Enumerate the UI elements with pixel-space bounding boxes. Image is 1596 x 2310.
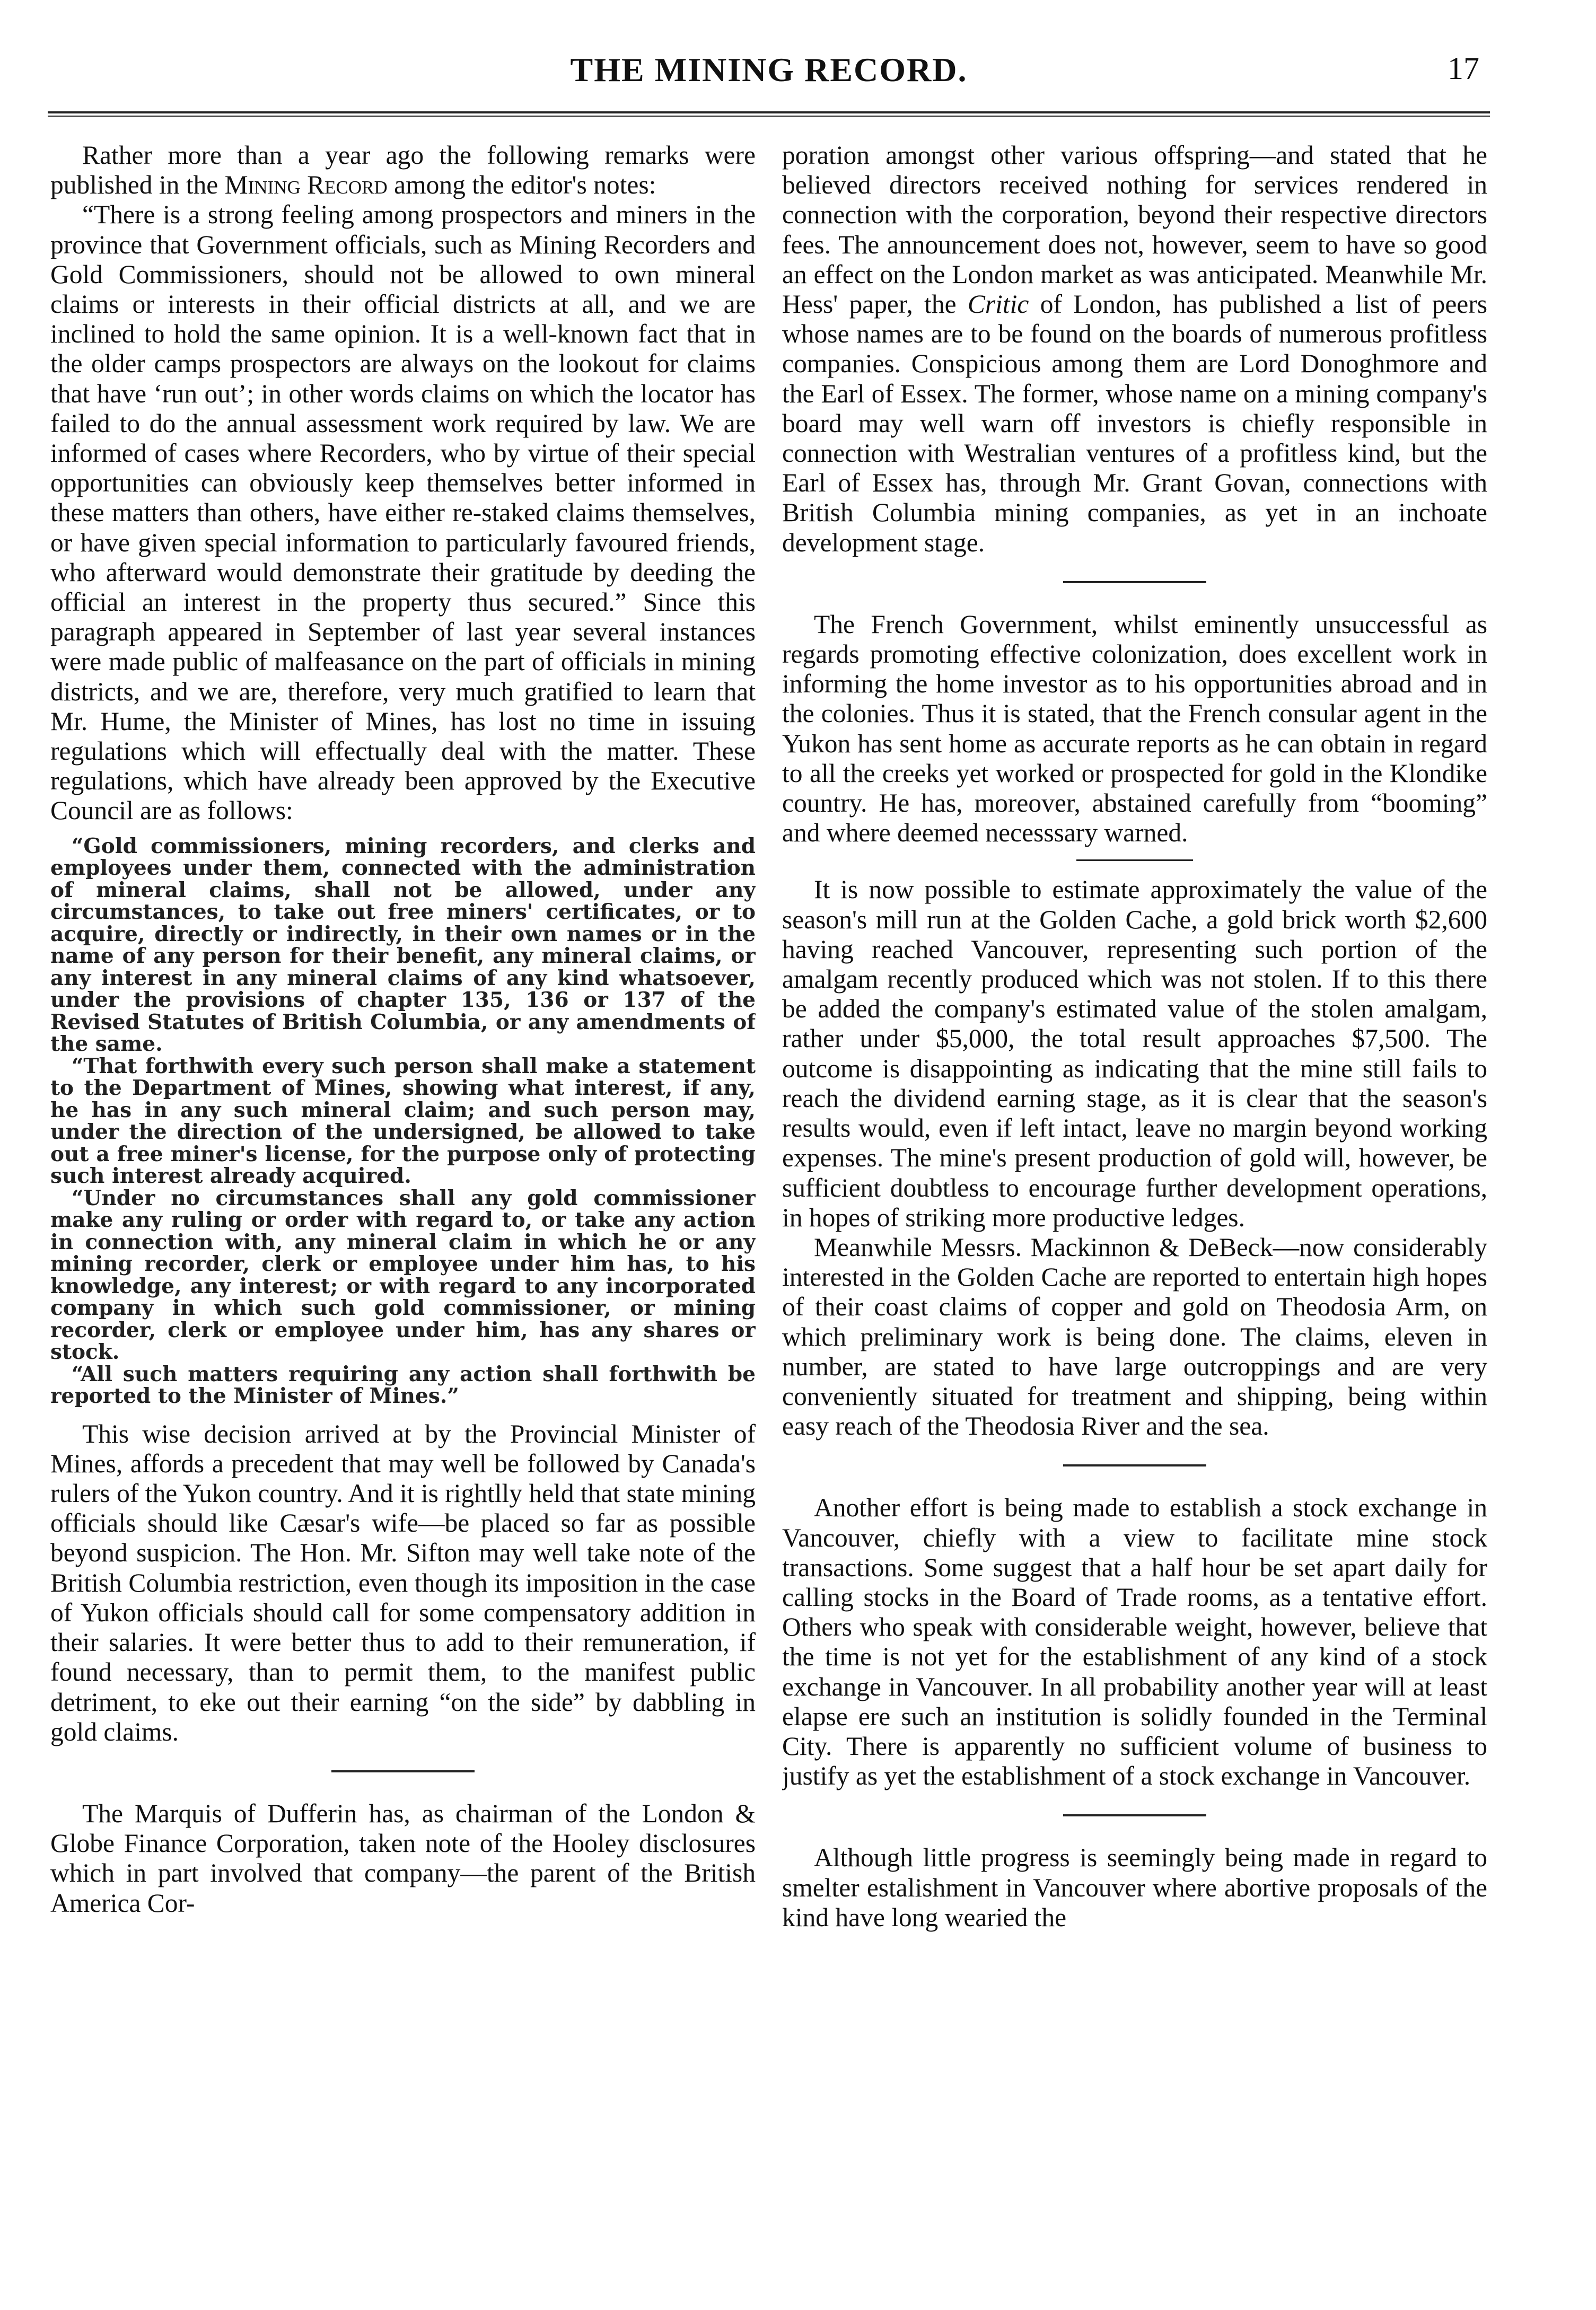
paragraph-mackinnon: Meanwhile Messrs. Mackinnon & DeBeck—now considerably interested in the Golden Cache are reported to entertain high hopes of their coast claims of copper and gold on Theodosia Arm, on which preliminary work is being done. The claims, eleven in number, are stated to have large outcroppings and are very conveniently situated for treatment and shipping, being within easy reach of the Theodosia River and the sea. <box>782 1232 1487 1441</box>
critic-title: Critic <box>967 289 1029 319</box>
section-divider <box>1063 1814 1206 1816</box>
paragraph-stock-exchange: Another effort is being made to establish a stock exchange in Vancouver, chiefly with a view to facilitate mine stock transactions. Some suggest that a half hour be set apart daily for calling stocks in the Board of Trade rooms, as a tentative effort. Others who speak with considerable weight, however, believe that the time is not yet for the establishment of any kind of a stock exchange in Vancouver. In all probability another year will at least elapse ere such an institution is solidly founded in the Terminal City. There is apparently no sufficient volume of business to justify as yet the establishment of a stock exchange in Vancouver. <box>782 1493 1487 1791</box>
regulation-1: “Gold commissioners, mining recorders, and clerks and employees under them, connected with the administration of mineral claims, shall not be allowed, under any circumstances, to take out free miners' certificates, or to acquire, directly or indirectly, in their own names or in the name of any person for their benefit, any mineral claims, or any interest in any mineral claims of any kind whatsoever, under the provisions of chapter 135, 136 or 137 of the Revised Statutes of British Columbia, or any amendments of the same. <box>50 833 756 1057</box>
regulation-3: “Under no circumstances shall any gold commissioner make any ruling or order with regard to, or take any action in connection with, any mineral claim in which he or any mining recorder, clerk or employee under him has, to his knowledge, any interest; or with regard to any incorporated company in which such gold commissioner, or mining recorder, clerk or employee under him, has any shares or stock. <box>50 1185 756 1365</box>
regulation-4: “All such matters requiring any action shall forthwith be reported to the Minister of Mines.” <box>50 1362 756 1409</box>
section-divider <box>1063 581 1206 583</box>
paragraph-french-government: The French Government, whilst eminently unsuccessful as regards promoting effective colonization, does excellent work in informing the home investor as to his opportunities abroad and in the colonies. Thus it is stated, that the French consular agent in the Yukon has sent home as accurate reports as he can obtain in regard to all the creeks yet worked or prospected for gold in the Klondike country. He has, moreover, abstained carefully from “booming” and where deemed necesssary warned. <box>782 609 1487 848</box>
article-intro <box>50 140 756 200</box>
continued-text: poration amongst other various offspring—and stated that he believed directors received nothing for services rendered in connection with the corporation, beyond their respective directors fees. The announcement does not, however, seem to have so good an effect on the London market as was anticipated. Meanwhile Mr. Hess' paper, the <box>782 140 1487 319</box>
left-column <box>50 140 756 2298</box>
paragraph-golden-cache: It is now possible to estimate approximately the value of the season's mill run at the Golden Cache, a gold brick worth $2,600 having reached Vancouver, representing such portion of the amalgam recently produced which was not stolen. If to this there be added the company's estimated value of the stolen amalgam, rather under $5,000, the total result approaches $7,500. The outcome is disappointing as indicating that the mine still fails to reach the dividend earning stage, as it is clear that the season's results would, even if left intact, leave no margin beyond working expenses. The mine's present production of gold will, however, be sufficient doubtless to encourage further development operations, in hopes of striking more productive ledges. <box>782 875 1487 1232</box>
regulation-2: “That forthwith every such person shall make a statement to the Department of Mines, showing what interest, if any, he has in any such mineral claim; and such person may, under the direction of the undersigned, be allowed to take out a free miner's license, for the purpose only of protecting such interest already acquired. <box>50 1053 756 1189</box>
regulations-block <box>50 833 756 1409</box>
page-header <box>48 50 1490 106</box>
publication-name: Mining Record <box>224 170 388 200</box>
paragraph-continued <box>782 140 1487 558</box>
paragraph-yukon: This wise decision arrived at by the Provincial Minister of Mines, affords a precedent that may well be followed by Canada's rulers of the Yukon country. And it is rightlly held that state mining officials should like Cæsar's wife—be placed so far as possible beyond suspicion. The Hon. Mr. Sifton may well take note of the British Columbia restriction, even though its imposition in the case of Yukon officials should call for some compensatory addition in their salaries. It were better thus to add to their remuneration, if found necessary, than to permit them, to the manifest public detriment, to eke out their earning “on the side” by dabbling in gold claims. <box>50 1419 756 1746</box>
page-number: 17 <box>1448 51 1479 86</box>
quoted-paragraph: “There is a strong feeling among prospectors and miners in the province that Government officials, such as Mining Recorders and Gold Commissioners, should not be allowed to own mineral claims or interests in their official districts at all, and we are inclined to hold the same opinion. It is a well-known fact that in the older camps prospectors are always on the lookout for claims that have ‘run out’; in other words claims on which the locator has failed to do the annual assessment work required by law. We are informed of cases where Recorders, who by virtue of their special opportunities can obviously keep themselves better informed in these matters than others, have either re-staked claims themselves, or have given special information to particularly favoured friends, who afterward would demonstrate their gratitude by deeding the official an interest in the property thus secured.” Since this paragraph appeared in September of last year several instances were made public of malfeasance on the part of officials in mining districts, and we are, therefore, very much gratified to learn that Mr. Hume, the Minister of Mines, has lost no time in issuing regulations which will effectually deal with the matter. These regulations, which have already been approved by the Executive Council are as follows: <box>50 200 756 825</box>
section-divider <box>331 1770 475 1772</box>
paragraph-dufferin: The Marquis of Dufferin has, as chairman of the London & Globe Finance Corporation, taken note of the Hooley disclosures which in part involved that company—the parent of the British America Cor- <box>50 1798 756 1918</box>
header-rule <box>48 111 1490 117</box>
intro-text: Rather more than a year ago the following remarks were published in the <box>50 140 756 200</box>
section-divider <box>1063 1464 1206 1466</box>
continued-text-end: of London, has published a list of peers whose names are to be found on the boards of numerous profitless companies. Conspicious among them are Lord Donoghmore and the Earl of Essex. The former, whose name on a mining company's board may well warn off investors is chiefly responsible in connection with Westralian ventures of a profitless kind, but the Earl of Essex has, through Mr. Grant Govan, connections with British Columbia mining companies, as yet in an inchoate development stage. <box>782 289 1487 557</box>
intro-end-text: among the editor's notes: <box>394 170 656 200</box>
section-divider <box>1076 859 1193 861</box>
paragraph-smelter: Although little progress is seemingly being made in regard to smelter estalishment in Vancouver where abortive proposals of the kind have long wearied the <box>782 1843 1487 1932</box>
journal-title: THE MINING RECORD. <box>570 51 968 89</box>
right-column <box>782 140 1487 2298</box>
